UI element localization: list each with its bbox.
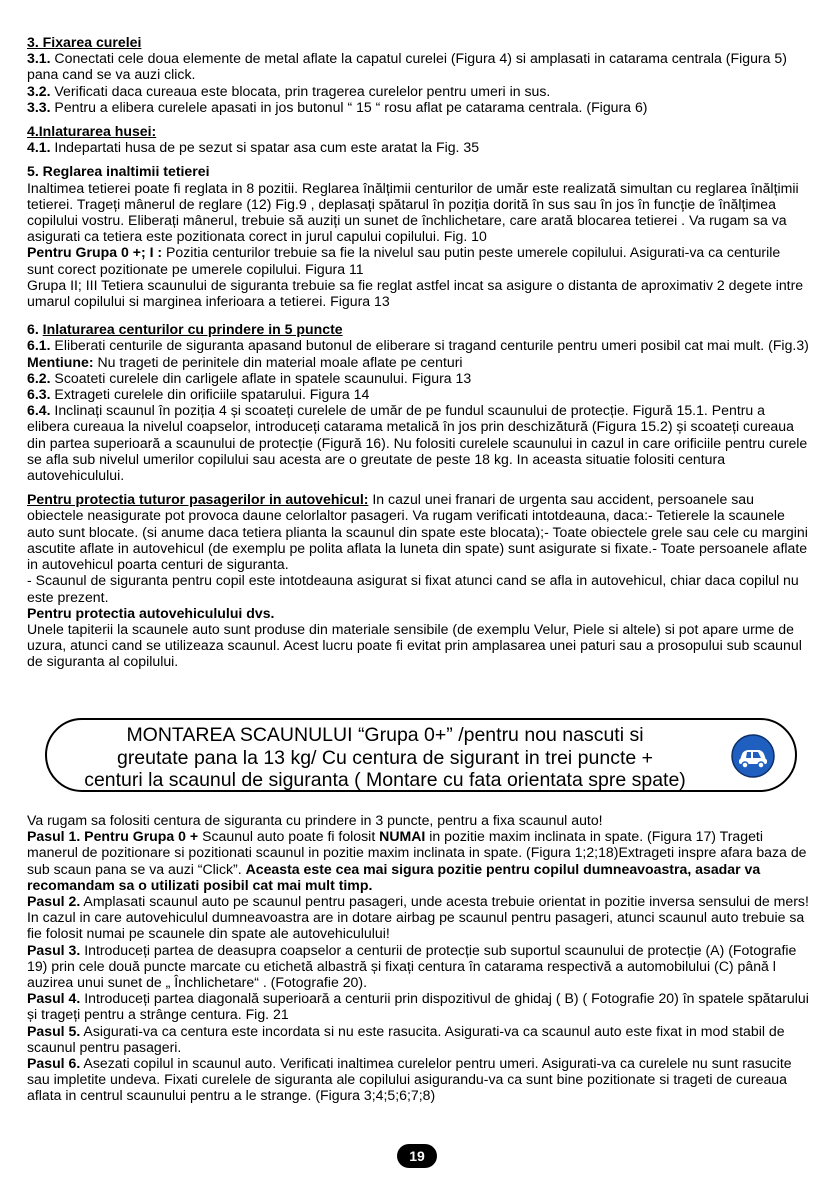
manual-text-upper	[27, 34, 809, 670]
step-label: Pasul 6.	[27, 1055, 81, 1072]
section-6-item-4	[27, 402, 809, 483]
vehicle-protection-paragraph: Unele tapiterii la scaunele auto sunt produse din materiale sensibile (de exemplu Velur, Piele si altele) si pot apare urme de uzura, atunci cand se utilizeaza scaunul. Acest lucru poate fi evitat prin amplasarea unei paturi sau a prosopului sub scaunul de siguranta al copilului.	[27, 620, 802, 670]
step-label: Pasul 5.	[27, 1022, 81, 1039]
rear-facing-car-icon	[731, 734, 775, 778]
item-number: 3.2.	[27, 82, 51, 99]
section-number: 6.	[27, 321, 43, 338]
section-5-paragraph-2	[27, 244, 809, 276]
step-text: Asezati copilul in scaunul auto. Verificati inaltimea curelelor pentru umeri. Asigurati-va ca curelele nu sunt rasucite sau impletite undeva. Fixati curelele de siguranta ale copilului asigurandu-va ca sunt bine pozitionate si trageti de cureaua aflata in centrul scaunului pentru a le strange. (Figura 3;4;5;6;7;8)	[27, 1055, 792, 1104]
step-recommendation: Aceasta este cea mai sigura pozitie pentru copilul dumneavoastra, asadar va recomandam sa o utilizati posibil cat mai mult timp.	[27, 860, 761, 893]
step-text: Introduceți partea de deasupra coapselor a centurii de protecție sub suportul scaunului de protecție (A) (Fotografie 19) prin cele două puncte marcate cu etichetă albastră și fixați centura în catarama respectivă a automobilului (C) până l auzirea unui sunet de „ Închlichetare“ . (Fotografie 20).	[27, 941, 797, 991]
installation-steps	[27, 812, 812, 1104]
group-label: Pentru Grupa 0 +; I :	[27, 244, 163, 261]
section-5-paragraph-1: Inaltimea tetierei poate fi reglata in 8 pozitii. Reglarea înălțimii centurilor de umăr este realizată simultan cu reglarea înălțimii tetierei. Trageți mânerul de reglare (12) Fig.9 , deplasați spătarul în poziția dorită în sus sau în jos în funcție de înălțimea copilului vostru. Eliberați mânerul, trebuie să auziți un sunet de închlichetare, care arată blocarea tetierei . Va rugam sa va asigurati ca tetiera este pozitionata corect in jurul capului copilului. Fig. 10	[27, 179, 799, 245]
item-number: 6.4.	[27, 402, 51, 419]
item-number: 4.1.	[27, 139, 51, 156]
note-label: Mentiune:	[27, 353, 94, 370]
section-6-item-3	[27, 386, 809, 402]
item-number: 6.3.	[27, 386, 51, 403]
item-text: Extrageti curelele din orificiile spatarului. Figura 14	[50, 386, 370, 403]
step-text: Introduceți partea diagonală superioară a centurii prin dispozitivul de ghidaj ( B) ( Fotografie 20) în spatele spătarului și trageți pentru a strânge centura. Fig. 21	[27, 990, 809, 1023]
section-title-text: Inlaturarea centurilor cu prindere in 5 puncte	[42, 321, 343, 338]
step-6	[27, 1055, 812, 1104]
step-5	[27, 1023, 812, 1055]
step-text: Amplasati scaunul auto pe scaunul pentru pasageri, unde acesta trebuie orientat in pozitie inversa sensului de mers! In cazul in care autovehiculul dumneavoastra are in dotare airbag pe scaunul pentru pasageri, atunci scaunul auto trebuie sa fie folosit numai pe scaunele din spate ale autovehiculului!	[27, 893, 809, 942]
section-3-item-2	[27, 83, 809, 99]
item-text: Pentru a elibera curelele apasati in jos butonul “ 15 “ rosu aflat pe catarama centrala. (Figura 6)	[50, 98, 648, 115]
banner-line-1: MONTAREA SCAUNULUI “Grupa 0+” /pentru nou nascuti si	[126, 724, 644, 746]
vehicle-protection-title: Pentru protectia autovehiculului dvs.	[27, 604, 275, 621]
installation-banner	[45, 718, 797, 792]
paragraph-text: In cazul unei franari de urgenta sau accident, persoanele sau obiectele neasigurate pot provoca daune celorlaltor pasageri. Va rugam verificati intotdeauna, daca:- Tetierele la scaunele auto sunt blocate. (si anume daca tetiera plianta la scaunul din spate este blocata);- Toate obiectele grele sau cele cu margini ascutite aflate in autovehicul (de exemplu pe polita aflata la luneta din spate) sunt asigurate si fixate.- Toate persoanele aflate in autovehicul poarta centuri de siguranta.	[27, 491, 808, 573]
step-text-2: in pozitie maxim inclinata in spate. (Figura 17) Trageti manerul de pozitionare si pozitionati scaunul in pozitie maxim inclinata in spate. (Figura 1;2;18)Extrageti inspre afara baza de sub scaun pana se va auzi “Click”.	[27, 828, 807, 877]
section-3-item-3	[27, 99, 809, 115]
item-text: Indepartati husa de pe sezut si spatar asa cum este aratat la Fig. 35	[50, 139, 480, 156]
step-label: Pasul 2.	[27, 893, 81, 910]
item-text: Conectati cele doua elemente de metal aflate la capatul curelei (Figura 4) si amplasati in catarama centrala (Figura 5) pana cand se va auzi click.	[27, 50, 787, 83]
step-text: Scaunul auto poate fi folosit	[198, 828, 380, 845]
section-6-item-1	[27, 337, 809, 369]
item-text: Verificati daca cureaua este blocata, prin tragerea curelelor pentru umeri in sus.	[50, 82, 551, 99]
item-text: Inclinați scaunul în poziția 4 și scoateți curelele de umăr de pe fundul scaunului de protecție. Figură 15.1. Pentru a elibera cureaua la nivelul coapselor, introduceți catarama metalică în jos prin deschizătură (Figura 15.2) și scoateți cureaua din partea superioară a scaunului de protecție (Figură 16). Nu folositi curelele scaunului in cazul in care orificiile pentru curele se afla sub nivelul umerilor copilului sau acesta are o greutate de peste 18 kg. In aceasta situatie folositi centura autovehiculului.	[27, 402, 808, 484]
section-6-item-2	[27, 370, 809, 386]
item-number: 3.1.	[27, 50, 51, 67]
banner-line-2: greutate pana la 13 kg/ Cu centura de sigurant in trei puncte +	[116, 746, 654, 769]
banner-text	[65, 724, 705, 792]
step-emphasis: NUMAI	[379, 828, 426, 845]
section-6-title	[27, 321, 809, 337]
step-3	[27, 942, 812, 991]
section-5-paragraph-3: Grupa II; III Tetiera scaunului de siguranta trebuie sa fie reglat astfel incat sa asigure o distanta de aproximativ 2 degete intre umarul copilului si marginea inferioara a tetierei. Figura 13	[27, 276, 804, 310]
item-text: Eliberati centurile de siguranta apasand butonul de eliberare si tragand centurile pentru umeri posibil cat mai mult. (Fig.3)	[50, 337, 809, 354]
steps-intro: Va rugam sa folositi centura de siguranta cu prindere in 3 puncte, pentru a fixa scaunul auto!	[27, 812, 603, 828]
item-number: 6.1.	[27, 337, 51, 354]
paragraph-text: Pozitia centurilor trebuie sa fie la nivelul sau putin peste umerele copilului. Asigurati-va ca centurile sunt corect pozitionate pe umerele copilului. Figura 11	[27, 244, 781, 277]
section-5-title: 5. Reglarea inaltimii tetierei	[27, 163, 210, 180]
item-text: Scoateti curelele din carligele aflate in spatele scaunului. Figura 13	[50, 369, 472, 386]
item-text-tail: Nu trageti de perinitele din material moale aflate pe centuri	[93, 353, 463, 370]
section-4-item-1	[27, 139, 809, 155]
banner-line-3: centuri la scaunul de siguranta ( Montare cu fata orientata spre spate)	[84, 769, 686, 791]
section-3-item-1	[27, 50, 809, 82]
step-4	[27, 990, 812, 1022]
protection-title: Pentru protectia tuturor pasagerilor in autovehicul:	[27, 491, 369, 508]
step-text: Asigurati-va ca centura este incordata si nu este rasucita. Asigurati-va ca scaunul auto este fixat in mod stabil de scaunul pentru pasageri.	[27, 1022, 785, 1055]
step-2	[27, 893, 812, 942]
section-3-title: 3. Fixarea curelei	[27, 34, 142, 50]
step-1	[27, 828, 812, 893]
protection-paragraph-1	[27, 491, 809, 572]
item-number: 3.3.	[27, 98, 51, 115]
step-label: Pasul 4.	[27, 990, 81, 1007]
step-label: Pasul 1. Pentru Grupa 0 +	[27, 828, 199, 845]
page-number: 19	[397, 1144, 437, 1168]
section-4-title: 4.Inlaturarea husei:	[27, 123, 157, 140]
step-label: Pasul 3.	[27, 941, 81, 958]
item-number: 6.2.	[27, 369, 51, 386]
protection-paragraph-2: - Scaunul de siguranta pentru copil este intotdeauna asigurat si fixat atunci cand se afla in autovehicul, chiar daca copilul nu este prezent.	[27, 572, 799, 605]
